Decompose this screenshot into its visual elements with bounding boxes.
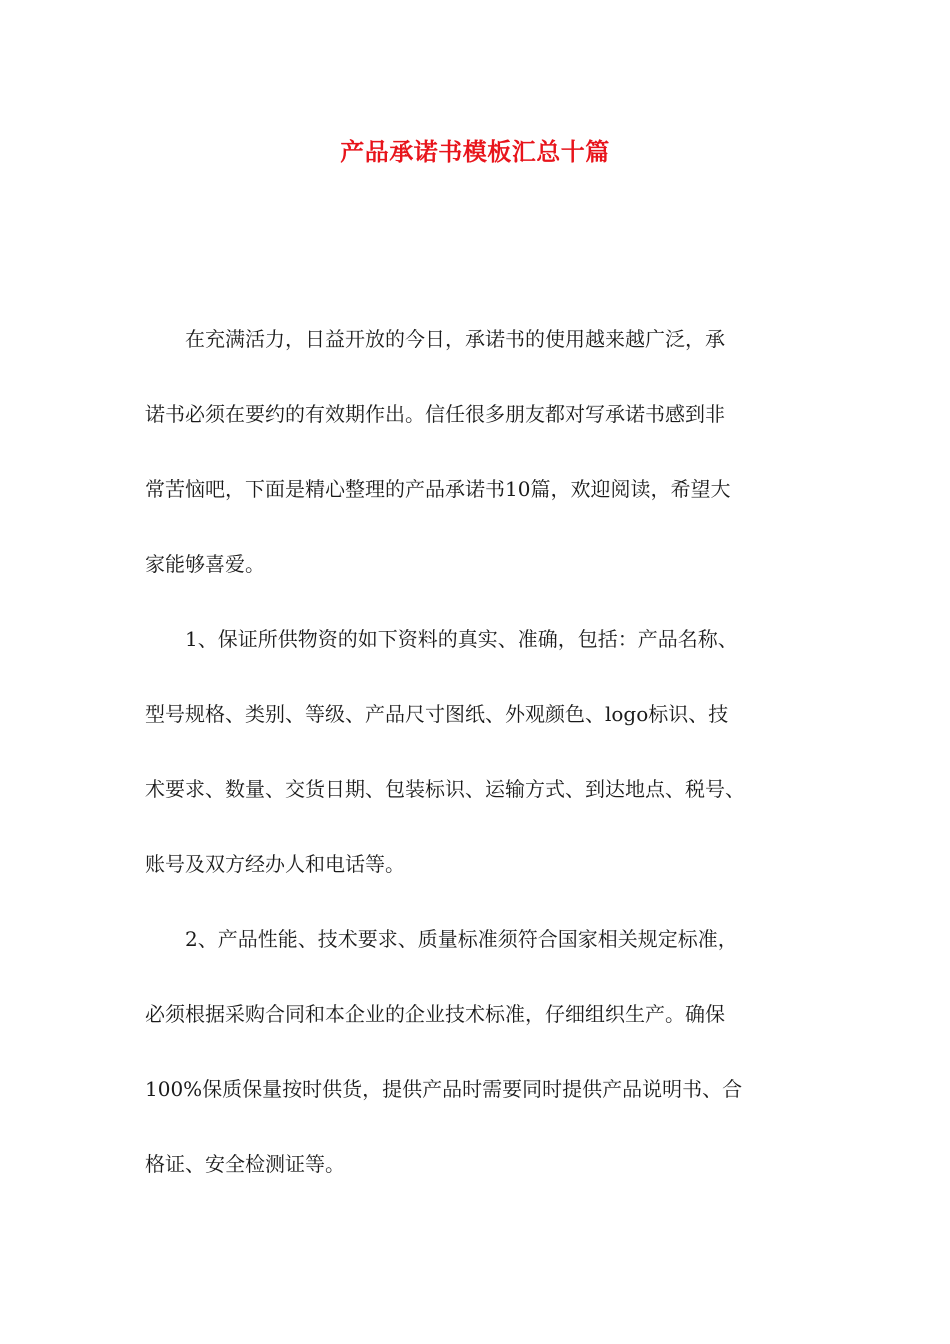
document-title: 产品承诺书模板汇总十篇 bbox=[340, 137, 610, 166]
document-body bbox=[145, 321, 810, 1221]
paragraph-line: 100%保质保量按时供货，提供产品时需要同时提供产品说明书、合 bbox=[145, 1077, 743, 1101]
paragraph-line: 家能够喜爱。 bbox=[145, 552, 265, 576]
paragraph-line: 在充满活力，日益开放的今日，承诺书的使用越来越广泛，承 bbox=[185, 327, 725, 351]
paragraph-line: 术要求、数量、交货日期、包装标识、运输方式、到达地点、税号、 bbox=[145, 777, 745, 801]
paragraph-line: 型号规格、类别、等级、产品尺寸图纸、外观颜色、logo标识、技 bbox=[145, 702, 729, 726]
paragraph-item-2 bbox=[145, 921, 810, 1184]
paragraph-line: 账号及双方经办人和电话等。 bbox=[145, 852, 405, 876]
paragraph-line: 必须根据采购合同和本企业的企业技术标准，仔细组织生产。确保 bbox=[145, 1002, 725, 1026]
paragraph-line: 1、保证所供物资的如下资料的真实、准确，包括：产品名称、 bbox=[185, 627, 738, 651]
paragraph-intro bbox=[145, 321, 810, 584]
paragraph-line: 常苦恼吧，下面是精心整理的产品承诺书10篇，欢迎阅读，希望大 bbox=[145, 477, 731, 501]
paragraph-item-1 bbox=[145, 621, 810, 884]
paragraph-line: 2、产品性能、技术要求、质量标准须符合国家相关规定标准， bbox=[185, 927, 738, 951]
paragraph-line: 诺书必须在要约的有效期作出。信任很多朋友都对写承诺书感到非 bbox=[145, 402, 725, 426]
paragraph-line: 格证、安全检测证等。 bbox=[145, 1152, 345, 1176]
